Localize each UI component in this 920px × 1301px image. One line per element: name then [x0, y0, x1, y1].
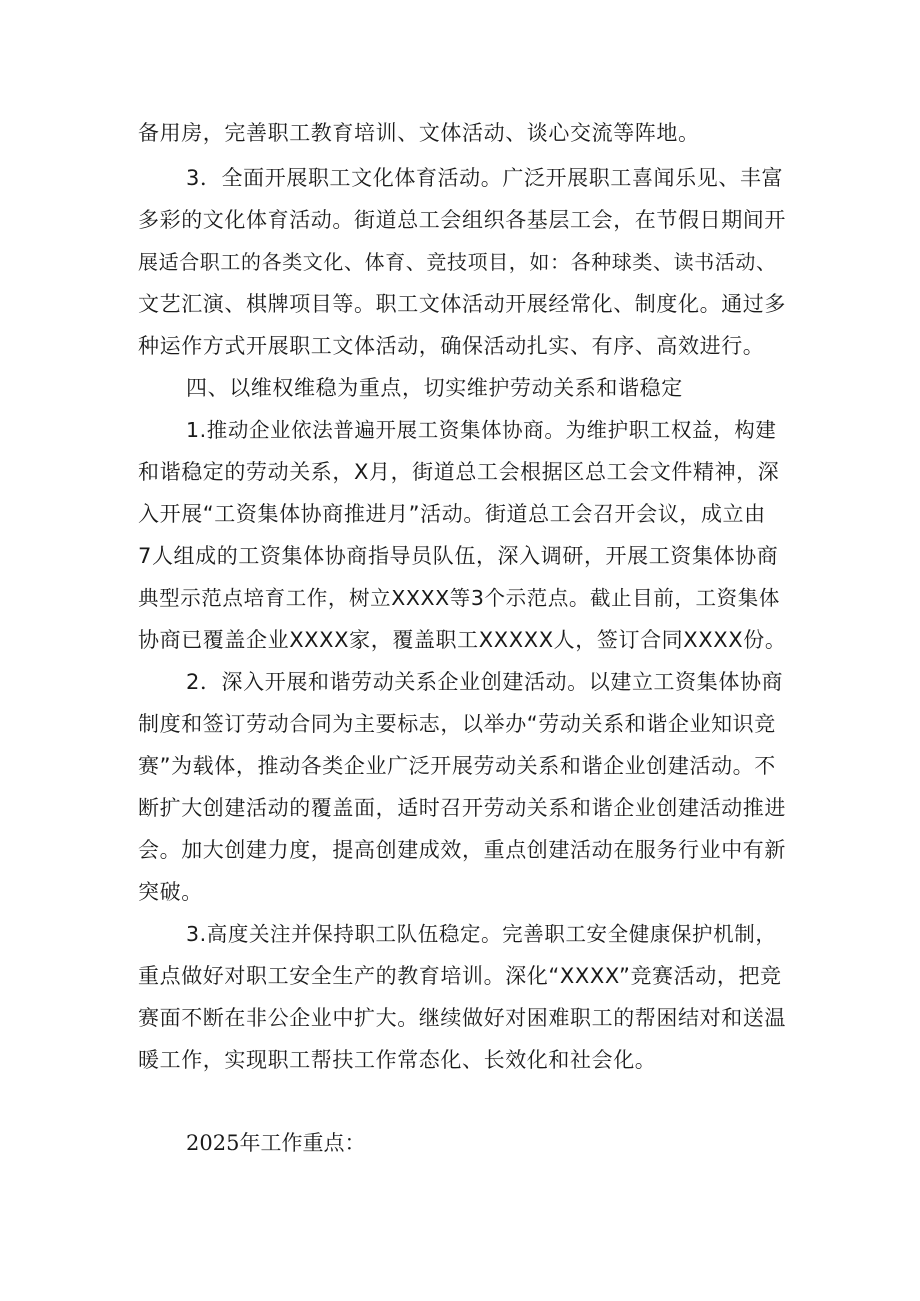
paragraph-line: 典型示范点培育工作，树立XXXX等3个示范点。截止目前，工资集体: [138, 586, 780, 610]
paragraph-line: 文艺汇演、棋牌项目等。职工文体活动开展经常化、制度化。通过多: [138, 292, 786, 316]
paragraph-line: 备用房，完善职工教育培训、文体活动、谈心交流等阵地。: [138, 121, 700, 145]
paragraph-line: 1.推动企业依法普遍开展工资集体协商。为维护职工权益，构建: [186, 418, 777, 442]
paragraph-line: 入开展“工资集体协商推进月”活动。街道总工会召开会议，成立由: [138, 502, 766, 526]
paragraph-line: 赛”为载体，推动各类企业广泛开展劳动关系和谐企业创建活动。不: [138, 754, 776, 778]
paragraph-line: 赛面不断在非公企业中扩大。继续做好对困难职工的帮困结对和送温: [138, 1006, 786, 1030]
paragraph-line: 展适合职工的各类文化、体育、竞技项目，如：各种球类、读书活动、: [138, 250, 777, 274]
paragraph-line: 突破。: [138, 880, 203, 904]
paragraph-line: 3.高度关注并保持职工队伍稳定。完善职工安全健康保护机制，: [186, 922, 777, 946]
paragraph-line: 制度和签订劳动合同为主要标志，以举办“劳动关系和谐企业知识竞: [138, 712, 776, 736]
paragraph-line: 3．全面开展职工文化体育活动。广泛开展职工喜闻乐见、丰富: [186, 166, 784, 190]
subsection-title: 2025年工作重点：: [186, 1131, 366, 1155]
paragraph-line: 重点做好对职工安全生产的教育培训。深化“XXXX”竞赛活动，把竞: [138, 964, 782, 988]
paragraph-line: 多彩的文化体育活动。街道总工会组织各基层工会，在节假日期间开: [138, 208, 786, 232]
paragraph-line: 和谐稳定的劳动关系，X月，街道总工会根据区总工会文件精神，深: [138, 460, 780, 484]
paragraph-line: 2．深入开展和谐劳动关系企业创建活动。以建立工资集体协商: [186, 670, 784, 694]
paragraph-line: 协商已覆盖企业XXXX家，覆盖职工XXXXX人，签订合同XXXX份。: [138, 628, 787, 652]
section-heading: 四、以维权维稳为重点，切实维护劳动关系和谐稳定: [186, 376, 683, 400]
paragraph-line: 断扩大创建活动的覆盖面，适时召开劳动关系和谐企业创建活动推进: [138, 796, 786, 820]
paragraph-line: 暖工作，实现职工帮扶工作常态化、长效化和社会化。: [138, 1048, 657, 1072]
paragraph-line: 会。加大创建力度，提高创建成效，重点创建活动在服务行业中有新: [138, 838, 786, 862]
paragraph-line: 7人组成的工资集体协商指导员队伍，深入调研，开展工资集体协商: [138, 544, 779, 568]
paragraph-line: 种运作方式开展职工文体活动，确保活动扎实、有序、高效进行。: [138, 334, 765, 358]
